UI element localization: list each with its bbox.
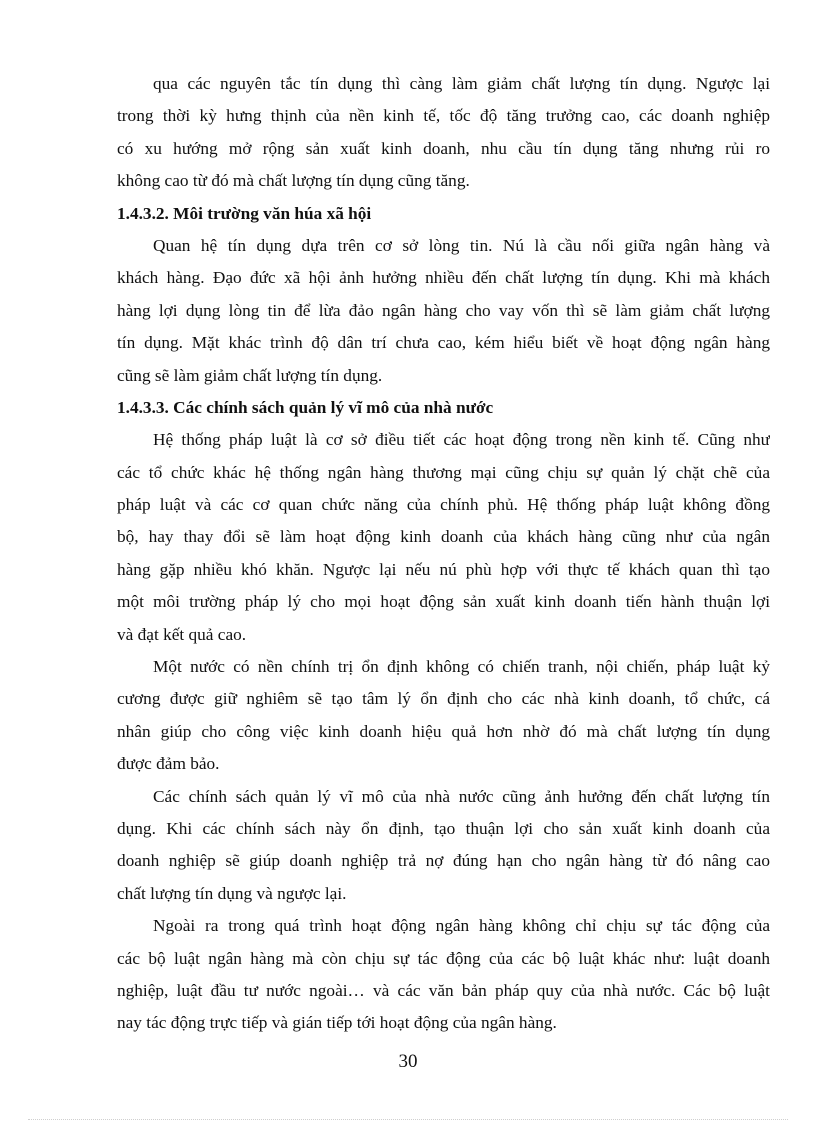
section-heading: 1.4.3.2. Môi trường văn húa xã hội [117,203,372,223]
paragraph-line: các tổ chức khác hệ thống ngân hàng thương mại cũng chịu sự quản lý chặt chẽ của [117,462,770,482]
paragraph-line: Các chính sách quản lý vĩ mô của nhà nước cũng ảnh hưởng đến chất lượng tín [153,786,770,806]
paragraph-line: Ngoài ra trong quá trình hoạt động ngân hàng không chỉ chịu sự tác động của [153,916,770,936]
paragraph-line: bộ, hay thay đổi sẽ làm hoạt động kinh doanh của khách hàng cũng như của ngân [117,527,770,547]
paragraph-line: các bộ luật ngân hàng mà còn chịu sự tác động của các bộ luật khác như: luật doanh [117,948,770,968]
paragraph-line: nghiệp, luật đầu tư nước ngoài… và các văn bản pháp quy của nhà nước. Các bộ luật [117,980,770,1000]
paragraph-line: Hệ thống pháp luật là cơ sở điều tiết các hoạt động trong nền kinh tế. Cũng như [153,430,770,450]
paragraph-line: cũng sẽ làm giảm chất lượng tín dụng. [117,365,383,385]
paragraph-line: cương được giữ nghiêm sẽ tạo tâm lý ổn định cho các nhà kinh doanh, tổ chức, cá [117,689,770,709]
paragraph-line: hàng lợi dụng lòng tin để lừa đảo ngân hàng cho vay vốn thì sẽ làm giảm chất lượng [117,300,770,320]
section-heading: 1.4.3.3. Các chính sách quản lý vĩ mô của nhà nước [117,397,494,417]
document-page [117,68,770,1040]
paragraph-line: dụng. Khi các chính sách này ổn định, tạo thuận lợi cho sản xuất kinh doanh của [117,818,770,838]
paragraph-line: có xu hướng mở rộng sản xuất kinh doanh, nhu cầu tín dụng tăng nhưng rủi ro [117,138,770,158]
paragraph-line: hàng gặp nhiều khó khăn. Ngược lại nếu nú phù hợp với thực tế khách quan thì tạo [117,559,770,579]
paragraph-line: khách hàng. Đạo đức xã hội ảnh hưởng nhiều đến chất lượng tín dụng. Khi mà khách [117,268,770,288]
paragraph-line: và đạt kết quả cao. [117,624,247,644]
paragraph-line: nay tác động trực tiếp và gián tiếp tới hoạt động của ngân hàng. [117,1013,557,1033]
footer-divider [28,1119,788,1120]
paragraph-line: doanh nghiệp sẽ giúp doanh nghiệp trả nợ đúng hạn cho ngân hàng từ đó nâng cao [117,851,770,871]
paragraph-line: Một nước có nền chính trị ổn định không có chiến tranh, nội chiến, pháp luật kỷ [153,657,770,677]
paragraph-line: pháp luật và các cơ quan chức năng của chính phủ. Hệ thống pháp luật không đồng [117,495,770,515]
paragraph-line: một môi trường pháp lý cho mọi hoạt động sản xuất kinh doanh tiến hành thuận lợi [117,592,770,612]
paragraph-line: qua các nguyên tắc tín dụng thì càng làm giảm chất lượng tín dụng. Ngược lại [153,74,770,93]
paragraph-line: không cao từ đó mà chất lượng tín dụng cũng tăng. [117,171,470,191]
paragraph-line: được đảm bảo. [117,754,220,774]
paragraph-line: Quan hệ tín dụng dựa trên cơ sở lòng tin. Nú là cầu nối giữa ngân hàng và [153,235,770,255]
paragraph-line: nhân giúp cho công việc kinh doanh hiệu quả hơn nhờ đó mà chất lượng tín dụng [117,721,770,741]
paragraph-line: chất lượng tín dụng và ngược lại. [117,883,347,903]
page-number: 30 [398,1051,418,1072]
paragraph-line: trong thời kỳ hưng thịnh của nền kinh tế, tốc độ tăng trưởng cao, các doanh nghiệp [117,106,770,126]
paragraph-line: tín dụng. Mặt khác trình độ dân trí chưa cao, kém hiểu biết về hoạt động ngân hàng [117,333,770,353]
